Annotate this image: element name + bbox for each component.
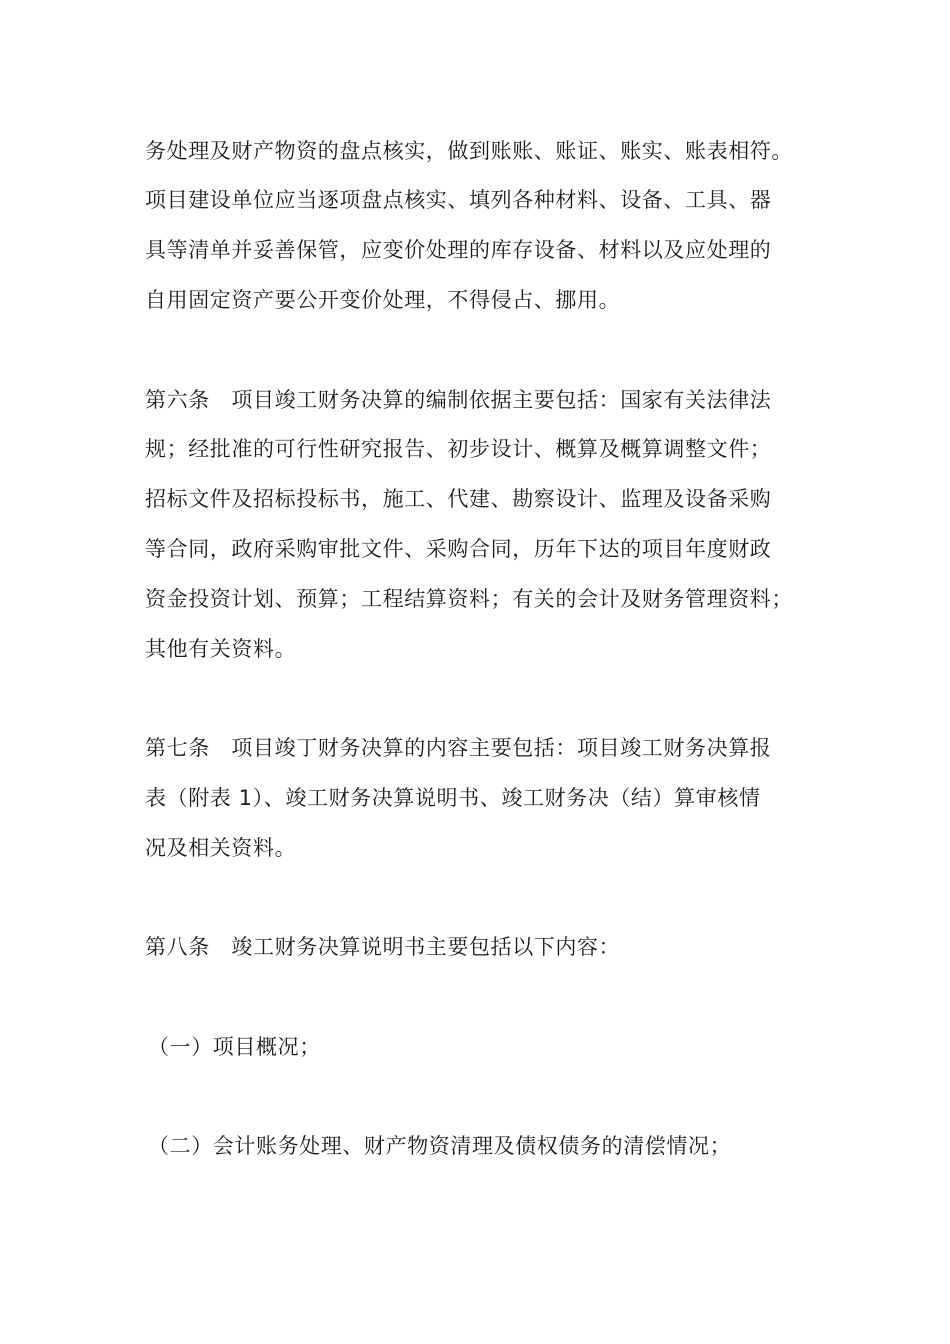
article-6-line-4: 等合同，政府采购审批文件、采购合同，历年下达的项目年度财政 — [145, 537, 772, 561]
list-item-2: （二）会计账务处理、财产物资清理及债权债务的清偿情况； — [148, 1134, 732, 1158]
article-6-line-5: 资金投资计划、预算；工程结算资料；有关的会计及财务管理资料； — [145, 587, 793, 611]
article-7-line-2: 表（附表 1）、竣工财务决算说明书、竣工财务决（结）算审核情 — [145, 786, 761, 810]
paragraph-1-line-1: 务处理及财产物资的盘点核实，做到账账、账证、账实、账表相符。 — [145, 139, 793, 163]
paragraph-1-line-4: 自用固定资产要公开变价处理，不得侵占、挪用。 — [145, 288, 621, 312]
article-7-line-1: 第七条 项目竣丁财务决算的内容主要包括：项目竣工财务决算报 — [145, 736, 772, 760]
list-item-1: （一）项目概况； — [148, 1035, 321, 1059]
article-6-line-6: 其他有关资料。 — [145, 637, 297, 661]
paragraph-1-line-2: 项目建设单位应当逐项盘点核实、填列各种材料、设备、工具、器 — [145, 188, 772, 212]
article-7-line-3: 况及相关资料。 — [145, 836, 297, 860]
article-6-line-2: 规；经批准的可行性研究报告、初步设计、概算及概算调整文件； — [145, 437, 772, 461]
article-6-line-3: 招标文件及招标投标书，施工、代建、勘察设计、监理及设备采购 — [145, 487, 772, 511]
article-6-line-1: 第六条 项目竣工财务决算的编制依据主要包括：国家有关法律法 — [145, 388, 772, 412]
article-8-line-1: 第八条 竣工财务决算说明书主要包括以下内容： — [145, 935, 621, 959]
paragraph-1-line-3: 具等清单并妥善保管，应变价处理的库存设备、材料以及应处理的 — [145, 238, 772, 262]
